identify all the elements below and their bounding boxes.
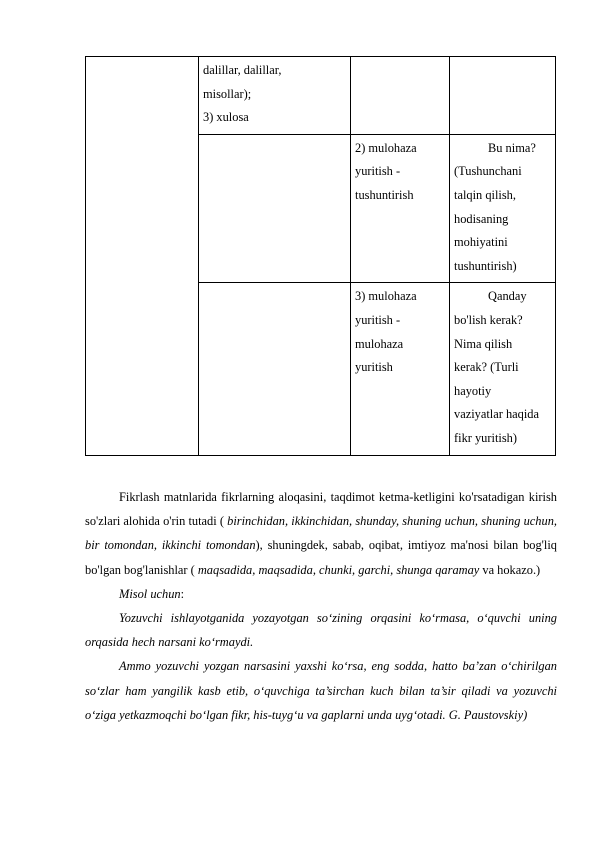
- paragraph-text: Fikrlash matnlarida fikrlarning aloqasini, taqdimot ketma-ketligini ko'rsatadigan kirish so'zlari alohida o'rin tutadi (: [85, 490, 557, 529]
- cell-line: Qanday: [488, 289, 527, 304]
- paragraph-examples: maqsadida, maqsadida, chunki, garchi, shunga qaramay: [194, 562, 480, 577]
- table-cell: [351, 134, 450, 283]
- paragraph-examples: birinchidan, ikkinchidan, shunday, shuning uchun, shuning uchun, bir tomondan, ikkinchi tomondan: [85, 514, 557, 553]
- body-text: [85, 485, 557, 727]
- cell-line: (Tushunchani: [454, 164, 522, 179]
- quote-paragraph: Ammo yozuvchi yozgan narsasini yaxshi ko‘rsa, eng sodda, hatto ba’zan o‘chirilgan so‘zlar ham yangilik kasb etib, o‘quvchiga ta’sirchan kuch bilan ta’sir qiladi va yozuvchi o‘ziga yetkazmoqchi bo‘lgan fikr, his-tuyg‘u va gaplarni unda uyg‘otadi. G. Paustovskiy): [85, 659, 557, 722]
- cell-line: yuritish -: [355, 312, 401, 327]
- example-heading: [85, 582, 557, 606]
- table-cell: [199, 57, 351, 135]
- cell-line: 3) mulohaza: [355, 289, 417, 304]
- table-row: [86, 57, 556, 135]
- cell-line: yuritish: [355, 360, 393, 375]
- cell-line: hodisaning: [454, 211, 509, 226]
- cell-line: tushuntirish): [454, 258, 517, 273]
- table-cell: [450, 134, 556, 283]
- cell-line: 2) mulohaza: [355, 140, 417, 155]
- table-cell-empty: [351, 57, 450, 135]
- paragraph-text: ), shuningdek, sabab, oqibat, imtiyoz ma'nosi bilan bog'liq bo'lgan bog'lanishlar (: [85, 538, 557, 577]
- quote-paragraph: Yozuvchi ishlayotganida yozayotgan so‘zining orqasini ko‘rmasa, o‘quvchi uning orqasida hech narsani ko‘rmaydi.: [85, 611, 557, 650]
- cell-line: mohiyatini: [454, 235, 508, 250]
- cell-line: bo'lish kerak?: [454, 312, 523, 327]
- paragraph-text: va hokazo.): [479, 562, 541, 577]
- table-cell-empty: [199, 283, 351, 455]
- paragraph: [85, 485, 557, 582]
- example-label: Misol uchun: [119, 586, 181, 601]
- cell-line: talqin qilish,: [454, 187, 516, 202]
- cell-line: fikr yuritish): [454, 430, 517, 445]
- cell-line: hayotiy: [454, 383, 492, 398]
- cell-line: vaziyatlar haqida: [454, 407, 539, 422]
- example-colon: :: [180, 586, 185, 601]
- cell-line: kerak? (Turli: [454, 360, 519, 375]
- cell-line: dalillar, dalillar,: [203, 63, 282, 77]
- cell-line: misollar);: [203, 86, 252, 101]
- cell-line: Bu nima?: [488, 140, 536, 155]
- cell-line: tushuntirish: [355, 187, 414, 202]
- cell-line: 3) xulosa: [203, 110, 249, 125]
- table-cell-empty: [450, 57, 556, 135]
- table-cell: [450, 283, 556, 455]
- table-cell: [351, 283, 450, 455]
- cell-line: yuritish -: [355, 164, 401, 179]
- cell-line: Nima qilish: [454, 336, 513, 351]
- cell-line: mulohaza: [355, 336, 404, 351]
- table-cell-empty: [86, 57, 199, 456]
- table-cell-empty: [199, 134, 351, 283]
- reasoning-table: [85, 56, 556, 456]
